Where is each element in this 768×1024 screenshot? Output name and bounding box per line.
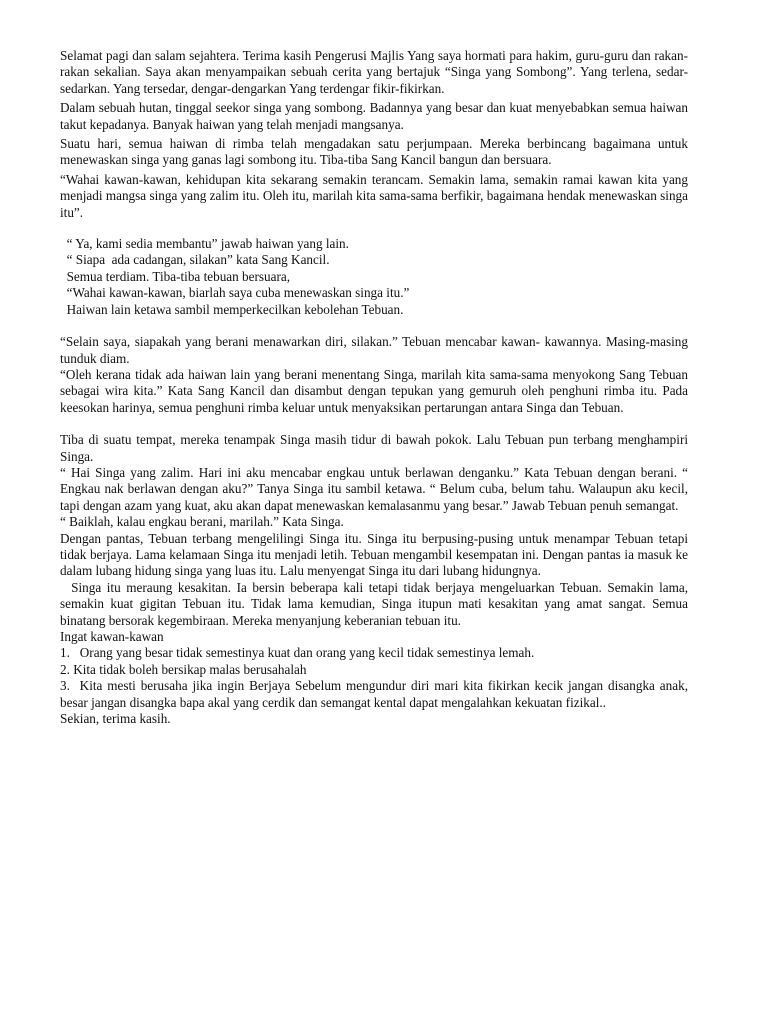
story-paragraph-6: “ Hai Singa yang zalim. Hari ini aku mencabar engkau untuk berlawan denganku.” Kata Tebuan dengan berani. “ Engkau nak berlawan dengan aku?” Tanya Singa itu sambil ketawa. “ Belum cuba, belum tahu. Walaupun aku kecil, tapi dengan azam yang kuat, aku akan dapat menewaskan kemalasanmu yang besar.” Jawab Tebuan penuh semangat. xyxy=(60,464,688,513)
lessons-heading: Ingat kawan-kawan xyxy=(60,629,164,644)
story-paragraph-3: “Selain saya, siapakah yang berani menawarkan diri, silakan.” Tebuan mencabar kawan- kawannya. Masing-masing tunduk diam. xyxy=(60,334,688,366)
story-paragraph-8: Dengan pantas, Tebuan terbang mengelilingi Singa itu. Singa itu berpusing-pusing untuk menampar Tebuan tetapi tidak berjaya. Lama kelamaan Singa itu menjadi letih. Tebuan mengambil kesempatan ini. Dengan pantas ia masuk ke dalam lubang hidung singa yang luas itu. Lalu menyengat Singa itu dari lubang hidungnya. xyxy=(60,530,688,579)
dialog-line: “ Siapa ada cadangan, silakan” kata Sang Kancil. xyxy=(60,252,330,268)
dialog-line: “ Ya, kami sedia membantu” jawab haiwan yang lain. xyxy=(60,236,349,252)
dialog-line: Semua terdiam. Tiba-tiba tebuan bersuara, xyxy=(60,268,290,284)
closing-line: Sekian, terima kasih. xyxy=(60,711,171,727)
dialog-block xyxy=(60,236,688,318)
kancil-speech-paragraph: “Wahai kawan-kawan, kehidupan kita sekarang semakin terancam. Semakin lama, semakin ramai kawan kita yang menjadi mangsa singa yang zalim itu. Oleh itu, marilah kita sama-sama berfikir, bagaimana hendak menewaskan singa itu”. xyxy=(60,171,688,220)
intro-paragraph: Selamat pagi dan salam sejahtera. Terima kasih Pengerusi Majlis Yang saya hormati para hakim, guru-guru dan rakan-rakan sekalian. Saya akan menyampaikan sebuah cerita yang bertajuk “Singa yang Sombong”. Yang terlena, sedar-sedarkan. Yang tersedar, dengar-dengarkan Yang terdengar fikir-fikirkan. xyxy=(60,48,688,96)
story-paragraph-7: “ Baiklah, kalau engkau berani, marilah.” Kata Singa. xyxy=(60,514,344,530)
story-paragraph-5: Tiba di suatu tempat, mereka tenampak Singa masih tidur di bawah pokok. Lalu Tebuan pun terbang menghampiri Singa. xyxy=(60,432,688,464)
lessons-list xyxy=(60,645,692,711)
dialog-line: Haiwan lain ketawa sambil memperkecilkan kebolehan Tebuan. xyxy=(60,301,404,317)
story-paragraph-9: Singa itu meraung kesakitan. Ia bersin beberapa kali tetapi tidak berjaya mengeluarkan Tebuan. Semakin lama, semakin kuat gigitan Tebuan itu. Tidak lama kemudian, Singa itupun mati kesakitan yang amat sangat. Semua binatang bersorak kegembiraan. Mereka menyanjung keberanian tebuan itu. xyxy=(60,579,692,628)
lesson-item: 2. Kita tidak boleh bersikap malas berusahalah xyxy=(60,661,307,677)
lesson-item: 1. Orang yang besar tidak semestinya kuat dan orang yang kecil tidak semestinya lemah. xyxy=(60,645,535,661)
speech-document xyxy=(60,48,692,727)
lesson-item: 3. Kita mesti berusaha jika ingin Berjaya Sebelum mengundur diri mari kita fikirkan kecik jangan disangka anak, besar jangan disangka bapa akal yang cerdik dan semangat kental dapat mengalahkan kekuatan fizikal.. xyxy=(60,678,692,710)
story-paragraph-2: Suatu hari, semua haiwan di rimba telah mengadakan satu perjumpaan. Mereka berbincang bagaimana untuk menewaskan singa yang ganas lagi sombong itu. Tiba-tiba Sang Kancil bangun dan bersuara. xyxy=(60,136,688,168)
story-paragraph-4: “Oleh kerana tidak ada haiwan lain yang berani menentang Singa, marilah kita sama-sama menyokong Sang Tebuan sebagai wira kita.” Kata Sang Kancil dan disambut dengan tepukan yang gemuruh oleh penghuni rimba itu. Pada keesokan harinya, semua penghuni rimba keluar untuk menyaksikan pertarungan antara Singa dan Tebuan. xyxy=(60,366,688,415)
story-paragraph-1: Dalam sebuah hutan, tinggal seekor singa yang sombong. Badannya yang besar dan kuat menyebabkan semua haiwan takut kepadanya. Banyak haiwan yang telah menjadi mangsanya. xyxy=(60,100,688,132)
dialog-line: “Wahai kawan-kawan, biarlah saya cuba menewaskan singa itu.” xyxy=(60,285,410,301)
